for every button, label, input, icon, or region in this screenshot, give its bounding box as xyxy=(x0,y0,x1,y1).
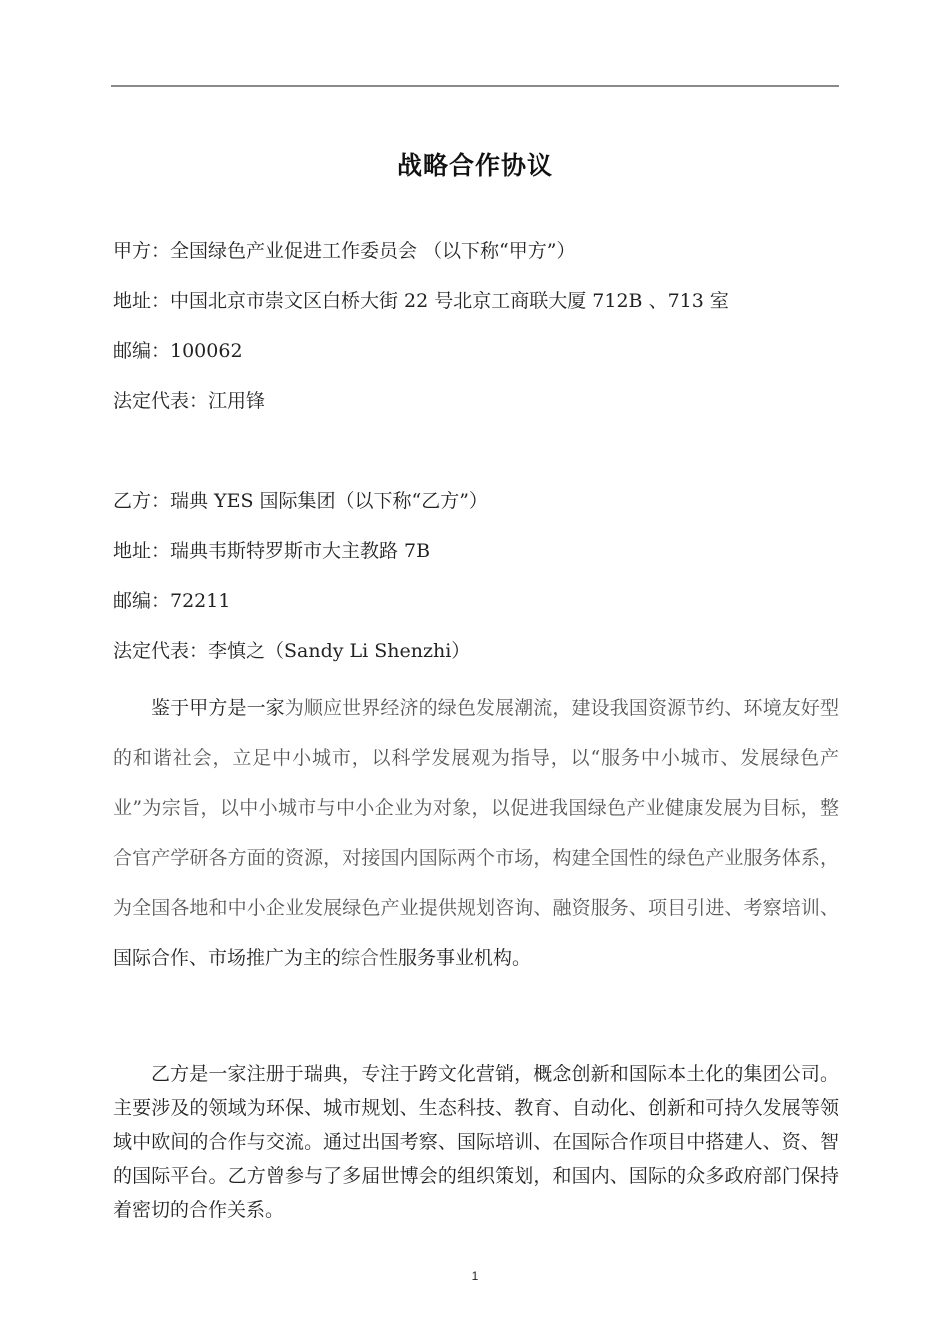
paragraph-1-tail-b: 综合性 xyxy=(341,947,399,969)
party-b-address: 地址：瑞典韦斯特罗斯市大主教路 7B xyxy=(113,540,431,562)
party-a-address: 地址：中国北京市崇文区白桥大街 22 号北京工商联大厦 712B 、713 室 xyxy=(113,290,729,312)
paragraph-party-b-intro: 乙方是一家注册于瑞典，专注于跨文化营销，概念创新和国际本土化的集团公司。主要涉及的领域为环保、城市规划、生态科技、教育、自动化、创新和可持久发展等领域中欧间的合作与交流。通过出国考察、国际培训、在国际合作项目中搭建人、资、智的国际平台。乙方曾参与了多届世博会的组织策划，和国内、国际的众多政府部门保持着密切的合作关系。 xyxy=(113,1063,839,1221)
party-b-representative: 法定代表：李慎之（Sandy Li Shenzhi） xyxy=(113,640,471,662)
page-number: 1 xyxy=(471,1269,479,1283)
party-a-representative: 法定代表：江用锋 xyxy=(113,390,266,412)
paragraph-1-lead: 鉴于甲方是一家 xyxy=(151,697,285,719)
paragraph-party-a-intro xyxy=(113,683,839,983)
document-title: 战略合作协议 xyxy=(396,151,553,180)
header-rule xyxy=(111,85,839,87)
party-b-name: 乙方：瑞典 YES 国际集团（以下称“乙方”） xyxy=(113,490,488,512)
paragraph-1-tail-a: 国际合作、市场推广为主的 xyxy=(113,947,342,969)
party-a-name: 甲方：全国绿色产业促进工作委员会 （以下称“甲方”） xyxy=(113,240,576,262)
party-b-postcode: 邮编：72211 xyxy=(113,590,231,612)
paragraph-1-body: 为顺应世界经济的绿色发展潮流，建设我国资源节约、环境友好型的和谐社会，立足中小城市，以科学发展观为指导，以“服务中小城市、发展绿色产业”为宗旨，以中小城市与中小企业为对象，以促进我国绿色产业健康发展为目标，整合官产学研各方面的资源，对接国内国际两个市场，构建全国性的绿色产业服务体系，为全国各地和中小企业发展绿色产业提供规划咨询、融资服务、项目引进、考察培训、 xyxy=(113,697,839,919)
paragraph-1-tail-c: 服务事业机构。 xyxy=(398,947,532,969)
party-a-postcode: 邮编：100062 xyxy=(113,340,243,362)
